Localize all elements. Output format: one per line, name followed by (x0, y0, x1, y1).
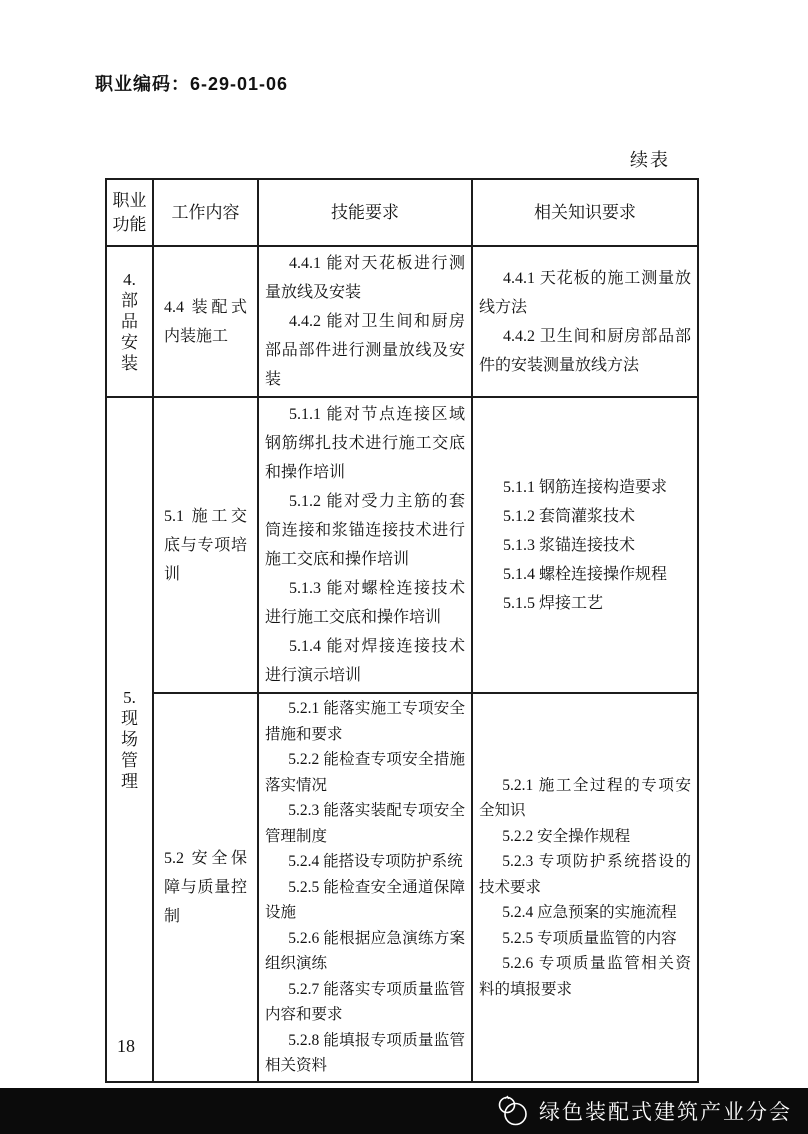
text-line: 5.1.1 钢筋连接构造要求 (503, 478, 668, 496)
text-line: 5.2.7 能落实专项质量监管内容和要求 (265, 980, 465, 1023)
work-cell-51: 5.1 施工交底与专项培训 (153, 397, 258, 693)
skills-cell-44 (258, 246, 472, 397)
work-cell-52: 5.2 安全保障与质量控制 (153, 693, 258, 1082)
text-line: 品 (121, 312, 138, 331)
function-cell-4 (106, 246, 153, 397)
work-cell-44: 4.4 装配式内装施工 (153, 246, 258, 397)
header-knowledge: 相关知识要求 (472, 179, 698, 246)
text-line: 5.1.5 焊接工艺 (503, 594, 604, 612)
text-line: 5.1.4 螺栓连接操作规程 (503, 565, 668, 583)
knowledge-cell-44 (472, 246, 698, 397)
occupation-skill-table (105, 178, 699, 1083)
text-line: 5.2.3 专项防护系统搭设的技术要求 (479, 853, 691, 896)
footer-bar (0, 1088, 808, 1134)
text-line: 5.2.2 安全操作规程 (502, 827, 631, 845)
text-line: 4.4.1 天花板的施工测量放线方法 (479, 269, 691, 316)
text-line: 5.2.4 应急预案的实施流程 (502, 904, 677, 921)
text-line: 5.2.8 能填报专项质量监管相关资料 (265, 1031, 465, 1074)
skills-cell-51 (258, 397, 472, 693)
text-line: 4. (123, 270, 136, 289)
text-line: 5.1.2 套筒灌浆技术 (503, 507, 636, 525)
table-row (106, 246, 698, 397)
text-line: 部 (121, 291, 138, 310)
text-line: 5.2.5 能检查安全通道保障设施 (265, 878, 465, 921)
text-line: 场 (121, 729, 138, 749)
text-line: 5.1.3 能对螺栓连接技术进行施工交底和操作培训 (265, 580, 465, 626)
text-line: 5.2.3 能落实装配专项安全管理制度 (265, 802, 465, 845)
continued-table-label: 续表 (630, 150, 670, 170)
header-work: 工作内容 (153, 179, 258, 246)
text-line: 4.4.2 卫生间和厨房部品部件的安装测量放线方法 (479, 327, 691, 374)
org-logo-icon (495, 1094, 529, 1128)
text-line: 5.2.1 施工全过程的专项安全知识 (479, 776, 691, 819)
text-line: 5.2.4 能搭设专项防护系统 (288, 853, 463, 870)
text-line: 理 (121, 771, 138, 791)
text-line: 5.2.6 专项质量监管相关资料的填报要求 (479, 955, 691, 998)
text-line: 5.2.6 能根据应急演练方案组织演练 (265, 929, 465, 972)
text-line: 5.1.2 能对受力主筋的套筒连接和浆锚连接技术进行施工交底和操作培训 (265, 493, 465, 568)
header-skills: 技能要求 (258, 179, 472, 246)
text-line: 5.2.1 能落实施工专项安全措施和要求 (265, 700, 465, 743)
table-row (106, 693, 698, 1082)
function-label-vertical (107, 269, 152, 374)
text-line: 4.4.2 能对卫生间和厨房部品部件进行测量放线及安装 (265, 313, 465, 388)
skills-cell-52 (258, 693, 472, 1082)
footer-org-name: 绿色装配式建筑产业分会 (539, 1101, 792, 1124)
table-header-row (106, 179, 698, 246)
text-line: 装 (121, 354, 138, 373)
occupation-code: 职业编码：6-29-01-06 (95, 74, 289, 94)
text-line: 5.1.4 能对焊接连接技术进行演示培训 (265, 638, 465, 684)
text-line: 现 (121, 708, 138, 728)
text-line: 5.1.3 浆锚连接技术 (503, 536, 636, 554)
knowledge-cell-51 (472, 397, 698, 693)
table-row (106, 397, 698, 693)
function-cell-5 (106, 397, 153, 1082)
text-line: 5.2.5 专项质量监管的内容 (502, 929, 677, 947)
text-line: 安 (121, 333, 138, 352)
page-number: 18 (117, 1036, 135, 1056)
function-label-vertical (107, 687, 152, 792)
knowledge-cell-52 (472, 693, 698, 1082)
text-line: 4.4.1 能对天花板进行测量放线及安装 (265, 255, 465, 301)
text-line: 管 (121, 750, 138, 770)
text-line: 5.1.1 能对节点连接区域钢筋绑扎技术进行施工交底和操作培训 (265, 406, 465, 481)
text-line: 5. (123, 687, 136, 707)
text-line: 5.2.2 能检查专项安全措施落实情况 (265, 751, 465, 794)
header-function: 职业功能 (106, 179, 153, 246)
